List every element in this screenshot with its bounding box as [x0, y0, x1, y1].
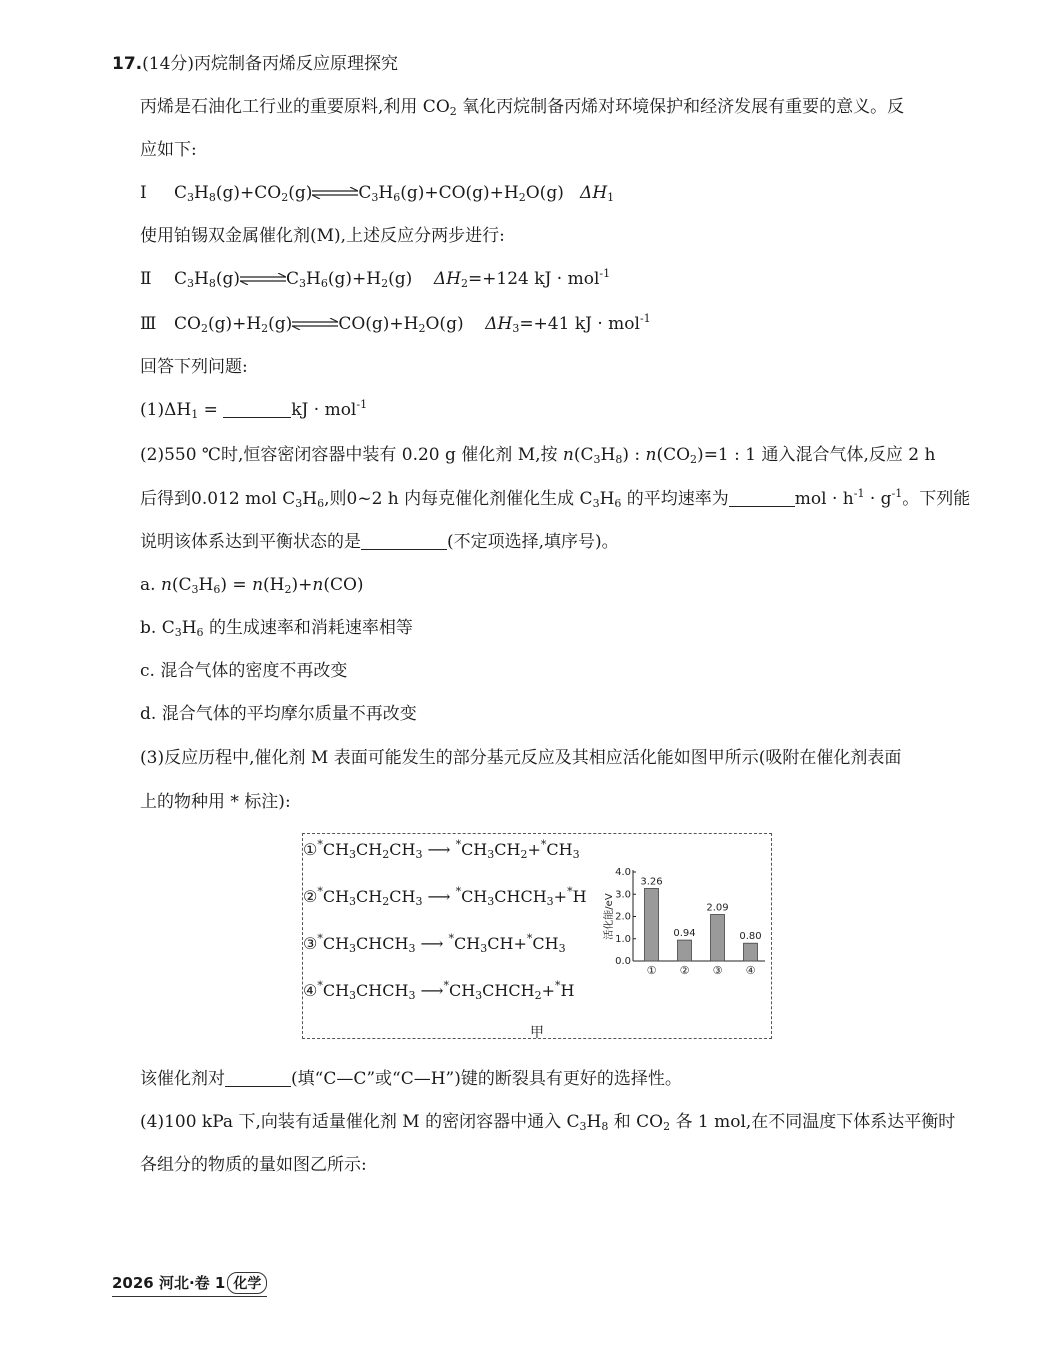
answer-prompt: 回答下列问题:	[140, 357, 248, 377]
equilibrium-arrow-icon	[240, 273, 286, 285]
figure-label: 甲	[530, 1025, 544, 1041]
reaction-2: Ⅱ $C_3H_8(g)$ $C_3H_6(g)+H_2(g)$ $\Delta H_2=+124$ kJ · mol$^{-1}$	[140, 267, 611, 290]
answer-blank-rate[interactable]	[729, 489, 795, 507]
y-tick-label: 1.0	[615, 933, 631, 945]
intro-line-1: 丙烯是石油化工行业的重要原料,利用 $CO_2$ 氧化丙烷制备丙烯对环境保护和经济发展有重要的意义。反	[140, 97, 905, 118]
intro-line-2: 应如下:	[140, 140, 197, 160]
bar	[678, 940, 692, 961]
data-label: 2.09	[706, 902, 729, 914]
reaction-3: Ⅲ $CO_2(g)+H_2(g)$ $CO(g)+H_2O(g)$ $\Delta H_3=+41$ kJ · mol$^{-1}$	[140, 312, 651, 335]
data-label: 3.26	[640, 876, 663, 888]
y-tick-label: 3.0	[615, 889, 631, 901]
bar	[645, 888, 659, 961]
y-tick-label: 0.0	[615, 956, 631, 967]
page-footer: 2026 河北·卷 1 化学	[112, 1272, 267, 1297]
bar	[744, 943, 758, 961]
option-b: b. $C_3H_6$ 的生成速率和消耗速率相等	[140, 618, 413, 639]
q1-line: $(1)\Delta H_1$ = kJ · mol$^{-1}$	[140, 398, 368, 421]
y-tick-label: 4.0	[615, 867, 631, 878]
q3-selectivity-line: 该催化剂对 (填“C—C”或“C—H”)键的断裂具有更好的选择性。	[140, 1069, 682, 1089]
answer-blank-equilibrium[interactable]	[361, 532, 447, 550]
option-a: a. $n(C_3H_6) = n(H_2)+n(CO)$	[140, 575, 364, 596]
answer-blank-selectivity[interactable]	[225, 1069, 291, 1087]
question-title	[112, 52, 398, 76]
q2-line-1: (2)550 ℃时,恒容密闭容器中装有 0.20 g 催化剂 M,按 $n(C_3H_8)$ : $n(CO_2)=1$ : 1 通入混合气体,反应 2 h	[140, 445, 936, 466]
bar	[711, 914, 725, 961]
q2-line-3: 说明该体系达到平衡状态的是 (不定项选择,填序号)。	[140, 532, 619, 552]
equilibrium-arrow-icon	[292, 318, 338, 330]
data-label: 0.80	[739, 931, 762, 943]
question-heading: (14分)丙烷制备丙烯反应原理探究	[142, 54, 399, 74]
q3-line-1: (3)反应历程中,催化剂 M 表面可能发生的部分基元反应及其相应活化能如图甲所示(吸附在催化剂表面	[140, 748, 902, 768]
subject-badge: 化学	[227, 1272, 267, 1294]
y-tick-label: 2.0	[615, 911, 631, 923]
elementary-reaction-4: $④^*CH_3CHCH_3$ $⟶^*CH_3CHCH_2+^*H$	[303, 979, 575, 1002]
option-c: c. 混合气体的密度不再改变	[140, 661, 348, 681]
x-tick-label: ②	[679, 964, 690, 977]
y-axis-label: 活化能/eV	[604, 893, 615, 940]
x-tick-label: ①	[646, 964, 657, 977]
elementary-reaction-1: $①^*CH_3CH_2CH_3$ ⟶ $^*CH_3CH_2+^*CH_3$	[303, 838, 580, 861]
q2-line-2: 后得到0.012 mol $C_3H_6$,则0~2 h 内每克催化剂催化生成 $C_3H_6$ 的平均速率为 mol · $h^{-1} \cdot g^{-1}$。下列能	[140, 487, 971, 510]
x-tick-label: ④	[745, 964, 756, 977]
elementary-reaction-3: $③^*CH_3CHCH_3$ ⟶ $^*CH_3CH+^*CH_3$	[303, 932, 566, 955]
q4-line-2: 各组分的物质的量如图乙所示:	[140, 1155, 367, 1175]
q3-line-2: 上的物种用 * 标注):	[140, 792, 291, 812]
activation-energy-chart	[603, 858, 773, 988]
answer-blank-q1[interactable]	[223, 400, 291, 418]
two-step-text: 使用铂锡双金属催化剂(M),上述反应分两步进行:	[140, 226, 505, 246]
equilibrium-arrow-icon	[312, 187, 358, 199]
q4-line-1: (4)100 kPa 下,向装有适量催化剂 M 的密闭容器中通入 $C_3H_8$ 和 $CO_2$ 各 1 mol,在不同温度下体系达平衡时	[140, 1112, 956, 1133]
question-number: 17.	[112, 54, 143, 74]
figure-jia	[302, 833, 772, 1039]
elementary-reaction-2: $②^*CH_3CH_2CH_3$ ⟶ $^*CH_3CHCH_3+^*H$	[303, 885, 587, 908]
data-label: 0.94	[673, 928, 696, 940]
reaction-1: Ⅰ $C_3H_8(g)+CO_2(g)$ $C_3H_6(g)+CO(g)+H_2O(g)$ $\Delta H_1$	[140, 183, 615, 204]
x-tick-label: ③	[712, 964, 723, 977]
option-d: d. 混合气体的平均摩尔质量不再改变	[140, 704, 417, 724]
